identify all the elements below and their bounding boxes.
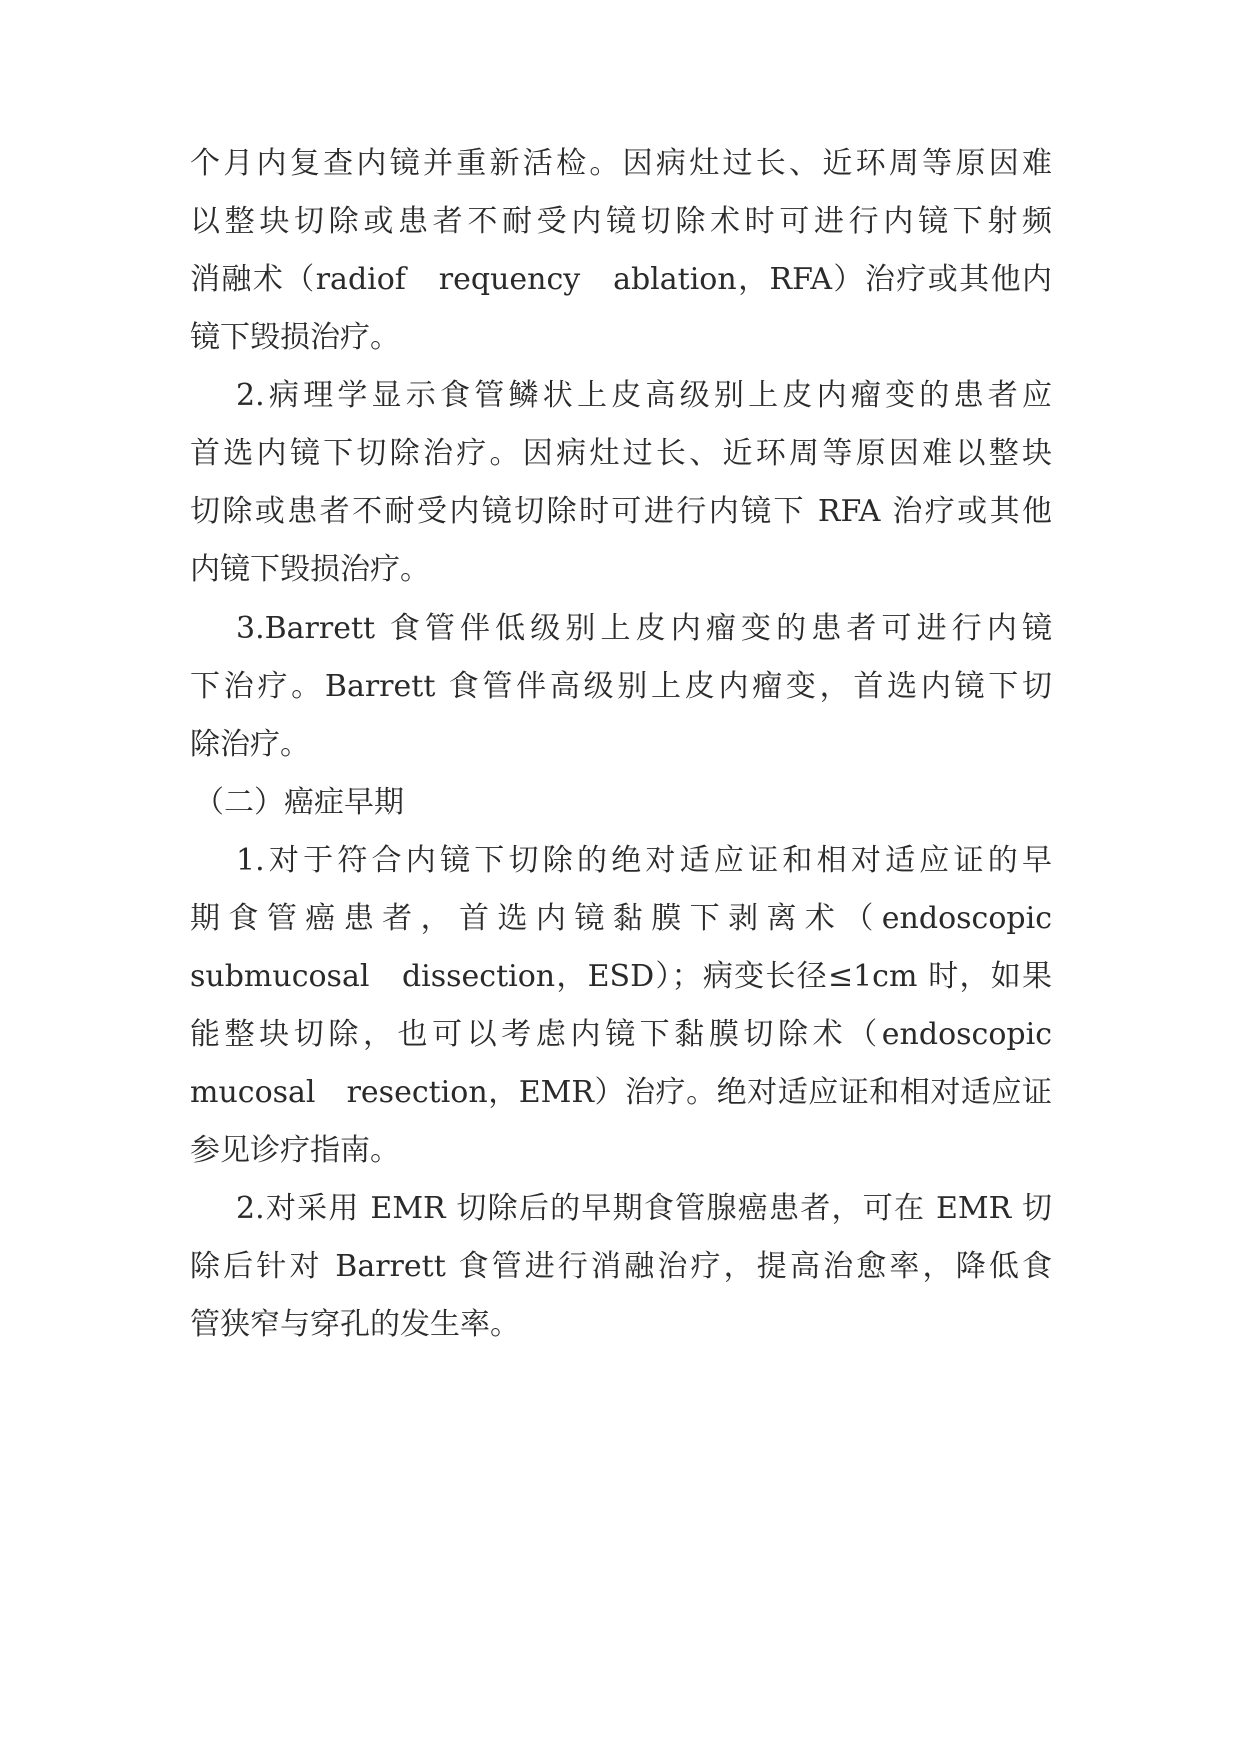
section-heading: （二）癌症早期 bbox=[194, 785, 404, 820]
text-line: 个月内复查内镜并重新活检。因病灶过长、近环周等原因难 bbox=[190, 146, 1052, 181]
text-line: 管狭窄与穿孔的发生率。 bbox=[190, 1307, 520, 1342]
text-line: 能整块切除，也可以考虑内镜下黏膜切除术（endoscopic bbox=[190, 1017, 1052, 1052]
text-line: 以整块切除或患者不耐受内镜切除术时可进行内镜下射频 bbox=[190, 204, 1052, 239]
text-line: 除治疗。 bbox=[190, 727, 310, 762]
text-line: 除后针对 Barrett 食管进行消融治疗，提高治愈率，降低食 bbox=[190, 1249, 1052, 1284]
paragraph-first-line: 2.对采用 EMR 切除后的早期食管腺癌患者，可在 EMR 切 bbox=[236, 1191, 1052, 1226]
text-line: 首选内镜下切除治疗。因病灶过长、近环周等原因难以整块 bbox=[190, 436, 1052, 471]
paragraph-first-line: 1.对于符合内镜下切除的绝对适应证和相对适应证的早 bbox=[236, 843, 1052, 878]
text-line: 镜下毁损治疗。 bbox=[190, 320, 400, 355]
text-line: 期食管癌患者，首选内镜黏膜下剥离术（endoscopic bbox=[190, 901, 1052, 936]
text-line: submucosal dissection，ESD）；病变长径≤1cm 时，如果 bbox=[190, 959, 1052, 994]
text-line: 参见诊疗指南。 bbox=[190, 1133, 400, 1168]
text-line: 消融术（radiof requency ablation，RFA）治疗或其他内 bbox=[190, 262, 1052, 297]
text-line: 内镜下毁损治疗。 bbox=[190, 552, 430, 587]
text-line: 切除或患者不耐受内镜切除时可进行内镜下 RFA 治疗或其他 bbox=[190, 494, 1052, 529]
text-line: 下治疗。Barrett 食管伴高级别上皮内瘤变，首选内镜下切 bbox=[190, 669, 1052, 704]
paragraph-first-line: 3.Barrett 食管伴低级别上皮内瘤变的患者可进行内镜 bbox=[236, 611, 1052, 646]
paragraph-first-line: 2.病理学显示食管鳞状上皮高级别上皮内瘤变的患者应 bbox=[236, 378, 1052, 413]
text-line: mucosal resection，EMR）治疗。绝对适应证和相对适应证 bbox=[190, 1075, 1052, 1110]
